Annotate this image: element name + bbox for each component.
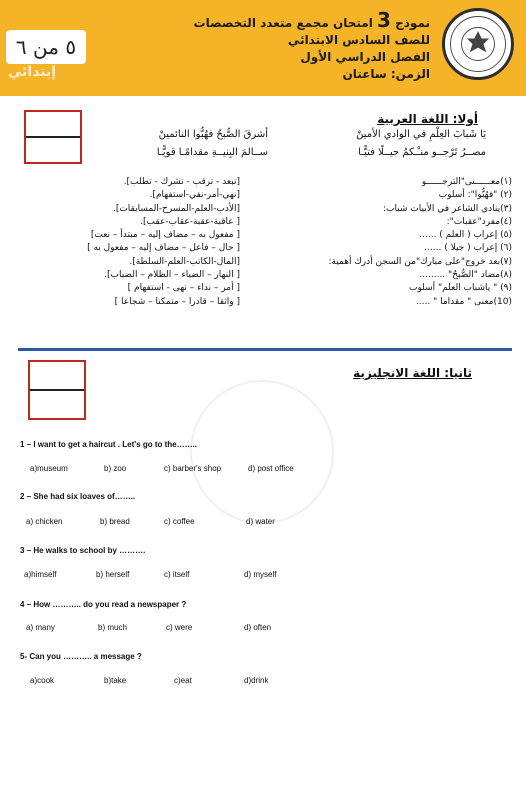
arabic-question: (١)معــــــنى"الترجــــــو — [421, 177, 512, 187]
arabic-question: (٩) " ياشباب العلم" أسلوب — [408, 283, 512, 294]
option-a[interactable]: a) chicken — [26, 517, 63, 526]
poem-line1-right: يَا شَبابَ العِلْمِ في الوادي الأمينْ — [356, 129, 486, 140]
page-number-badge — [6, 30, 86, 64]
option-d[interactable]: d) often — [244, 623, 272, 632]
grade-stamp: إبتدائي — [8, 64, 57, 80]
page-number: ٥ من ٦ — [15, 35, 77, 59]
option-c[interactable]: c) barber's shop — [164, 464, 222, 473]
option-c[interactable]: c) itself — [164, 570, 190, 579]
option-c[interactable]: c) were — [166, 623, 193, 632]
arabic-question: (٣)ينادي الشاعر في الأبيات شباب: — [382, 203, 512, 214]
arabic-question: (10)معنى " مقداما " ..... — [415, 296, 512, 307]
english-question: 1 – I want to get a haircut . Let's go to the…….. — [20, 440, 198, 449]
option-b[interactable]: b) bread — [100, 517, 130, 526]
option-d[interactable]: d) post office — [248, 464, 294, 473]
section-divider — [18, 348, 512, 351]
option-d[interactable]: d) myself — [244, 570, 277, 579]
ministry-of-education-seal-icon — [442, 8, 514, 80]
arabic-choice-set: [ حال – فاعل – مضاف إليه – مفعول به ] — [87, 243, 240, 254]
option-b[interactable]: b)take — [104, 676, 127, 685]
option-b[interactable]: b) much — [98, 623, 127, 632]
poem-line1-left: أشرقَ الصُّبحُ فهُبُّوا النائمينْ — [158, 129, 268, 140]
english-question: 3 – He walks to school by ………. — [20, 546, 146, 555]
option-a[interactable]: a) many — [26, 623, 55, 632]
arabic-choices — [40, 176, 240, 309]
arabic-question: (٦) إعراب ( جيلا ) ...... — [424, 243, 512, 254]
option-a[interactable]: a)himself — [24, 570, 57, 579]
option-d[interactable]: d)drink — [244, 676, 269, 685]
arabic-questions — [272, 176, 512, 309]
english-question: 4 – How ……….. do you read a newspaper ? — [20, 600, 187, 609]
arabic-choice-set: [ النهار – الضياء – الظلام – الضباب]. — [104, 270, 240, 281]
exam-model-number: 3 — [377, 8, 391, 32]
arabic-choice-set: [نهي-أمر-نفي-استفهام]. — [149, 190, 240, 201]
exam-title: نموذج 3 امتحان مجمع متعدد التخصصات — [193, 8, 430, 32]
arabic-score-box — [24, 110, 82, 164]
option-c[interactable]: c)eat — [174, 676, 192, 685]
watermark-seal-icon — [190, 380, 334, 524]
english-question: 2 – She had six loaves of…….. — [20, 492, 136, 501]
english-section-title: ثانيا: اللغة الانجليزية — [353, 366, 472, 380]
option-a[interactable]: a)cook — [30, 676, 55, 685]
arabic-choice-set: [المال-الكاتب-العلم-السلطة]. — [129, 256, 240, 267]
arabic-question: (٥) إعراب ( العلم ) ...... — [419, 230, 512, 241]
arabic-choice-set: [ واثقا – قادرا – متمكنا – شجاعا ] — [114, 296, 240, 307]
arabic-choice-set: [ عاقبة-عقبة-عقاب-عقب]. — [140, 216, 240, 227]
arabic-choice-set: [ أمر – نداء – نهى - استفهام ] — [127, 283, 240, 294]
exam-time: الزمن: ساعتان — [342, 67, 430, 81]
exam-grade: للصف السادس الابتدائي — [287, 33, 430, 47]
option-a[interactable]: a)museum — [30, 464, 68, 473]
arabic-section-title: أولا: اللغة العربية — [377, 112, 478, 126]
poem-line2-right: مصــرُ تَرْجــو منـْـكمُ جيــلًا فتيًّـا — [358, 147, 486, 158]
exam-title-block — [130, 8, 430, 83]
option-d[interactable]: d) water — [246, 517, 275, 526]
option-b[interactable]: b) zoo — [104, 464, 127, 473]
arabic-question: (٤)مفرد"عقبات": — [446, 216, 512, 227]
exam-term: الفصل الدراسي الأول — [300, 50, 430, 64]
option-c[interactable]: c) coffee — [164, 517, 195, 526]
arabic-choice-set: [ مفعول به – مضاف إليه – مبتدأ – نعت] — [90, 230, 240, 241]
english-question: 5- Can you ……….. a message ? — [20, 652, 142, 661]
option-b[interactable]: b) herself — [96, 570, 130, 579]
arabic-choice-set: [تبعد - ترقب - تشرك - تطلب]. — [123, 177, 240, 187]
arabic-question: (٧)بعد خروج"على مبارك"من السجن أدرك أهمية: — [328, 256, 512, 267]
english-score-box — [28, 360, 86, 420]
arabic-question: (٢) "فهُبُّوا": أسلوب — [438, 190, 512, 201]
arabic-question: (٨)مضاد "الصُّبحُ" ......... — [419, 270, 512, 281]
poem-line2-left: ســالمَ البِنيــةِ مقدامًـا قويًّـا — [156, 147, 268, 158]
exam-header — [0, 0, 526, 96]
arabic-choice-set: [الأدب-العلم-المسرح-المسابقات]. — [112, 203, 240, 214]
